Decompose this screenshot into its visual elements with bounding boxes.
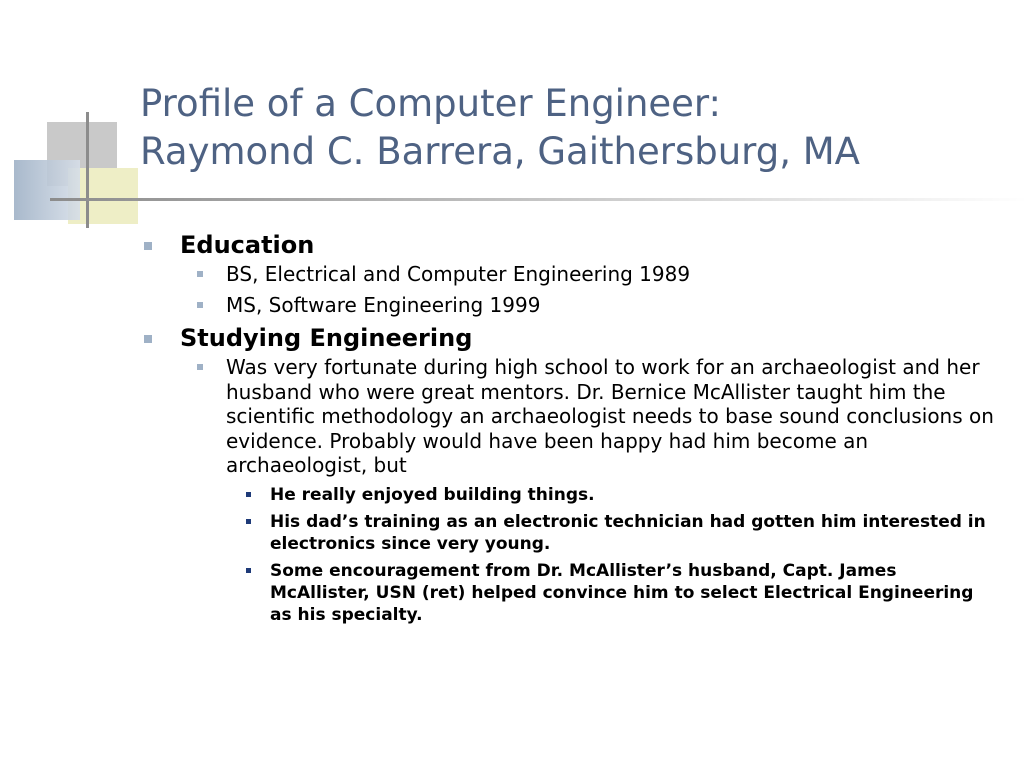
section-education bbox=[140, 230, 1000, 317]
list-item bbox=[180, 262, 1000, 287]
nested-list-item bbox=[226, 511, 1000, 555]
list-item bbox=[180, 293, 1000, 318]
nested-list-item-text: His dad’s training as an electronic technician had gotten him interested in electronics since very young. bbox=[270, 511, 986, 554]
nested-list-item bbox=[226, 484, 1000, 506]
square-bullet-icon bbox=[246, 492, 251, 497]
list-item-text: Was very fortunate during high school to work for an archaeologist and her husband who were great mentors. Dr. Bernice McAllister taught him the scientific methodology an archaeologist needs to base sound conclusions on evidence. Probably would have been happy had him become an archaeologist, but bbox=[226, 355, 994, 477]
square-bullet-icon bbox=[246, 519, 251, 524]
slide-body bbox=[140, 228, 1000, 631]
sub-list bbox=[180, 262, 1000, 317]
section-studying-engineering bbox=[140, 323, 1000, 626]
square-bullet-icon bbox=[246, 568, 251, 573]
title-line-2: Raymond C. Barrera, Gaithersburg, MA bbox=[140, 130, 860, 173]
decorative-vertical-line bbox=[86, 112, 89, 228]
sub-list bbox=[180, 355, 1000, 626]
square-bullet-icon bbox=[144, 242, 152, 250]
square-bullet-icon bbox=[197, 271, 203, 277]
title-line-1: Profile of a Computer Engineer: bbox=[140, 82, 721, 125]
square-bullet-icon bbox=[197, 364, 203, 370]
section-heading: Studying Engineering bbox=[180, 324, 473, 352]
slide-title bbox=[140, 80, 1000, 176]
square-bullet-icon bbox=[144, 335, 152, 343]
decorative-blue-square bbox=[14, 160, 80, 220]
title-divider-line bbox=[50, 198, 1024, 201]
section-heading: Education bbox=[180, 231, 315, 259]
nested-list-item bbox=[226, 560, 1000, 626]
nested-list-item-text: He really enjoyed building things. bbox=[270, 484, 595, 505]
square-bullet-icon bbox=[197, 302, 203, 308]
bullet-list bbox=[140, 230, 1000, 626]
list-item-text: BS, Electrical and Computer Engineering 1989 bbox=[226, 262, 691, 286]
nested-sub-list bbox=[226, 484, 1000, 626]
list-item bbox=[180, 355, 1000, 626]
list-item-text: MS, Software Engineering 1999 bbox=[226, 292, 541, 317]
nested-list-item-text: Some encouragement from Dr. McAllister’s husband, Capt. James McAllister, USN (ret) helped convince him to select Electrical Engineering as his specialty. bbox=[270, 560, 974, 625]
